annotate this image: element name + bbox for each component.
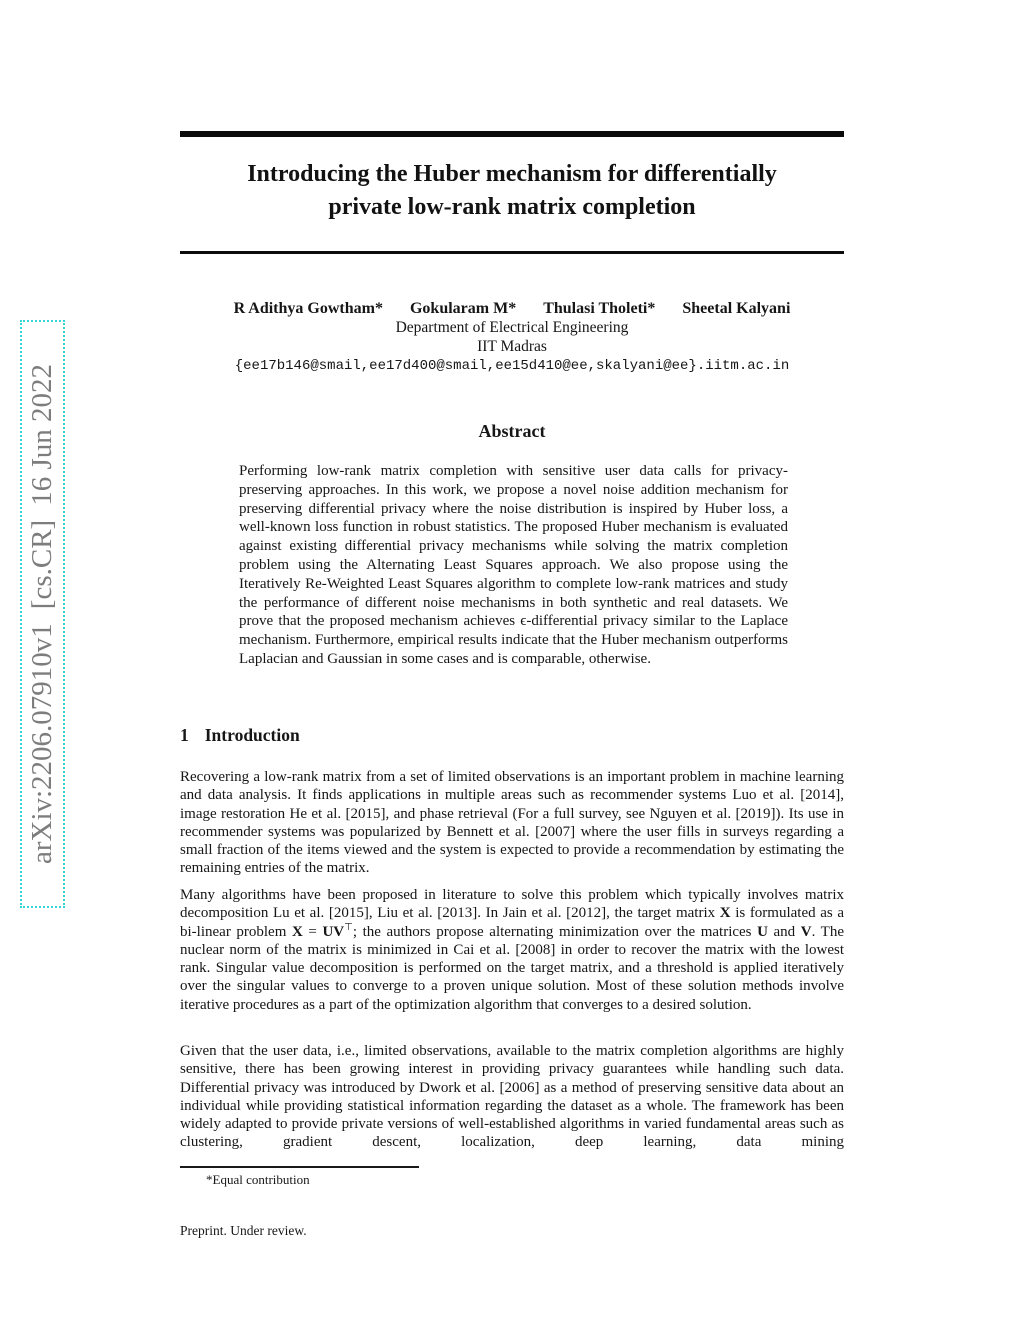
author-name: Thulasi Tholeti* <box>543 300 656 317</box>
paper-title-line1: Introducing the Huber mechanism for differentially <box>247 161 777 187</box>
preprint-status: Preprint. Under review. <box>180 1223 307 1238</box>
page-content <box>180 0 844 1325</box>
math-bold-UV: UV <box>322 923 345 940</box>
footnote-equal-contribution: *Equal contribution <box>206 1172 310 1187</box>
title-rule-bottom <box>180 251 844 254</box>
arxiv-category: [cs.CR] <box>26 519 58 610</box>
math-bold-X: X <box>719 905 731 922</box>
math-bold-X: X <box>291 923 303 940</box>
intro-paragraph-1: Recovering a low-rank matrix from a set of limited observations is an important problem in machine learning and data analysis. It finds applications in multiple areas such as recommender systems Luo et al. [2014], image restoration He et al. [2015], and phase retrieval (For a full survey, see Nguyen et al. [2019]). Its use in recommender systems was popularized by Bennett et al. [2007] where the user fills in surveys regarding a small fraction of the items viewed and the system is expected to provide a recommendation by estimating the remaining entries of the matrix. <box>180 769 844 877</box>
author-name: Sheetal Kalyani <box>682 300 791 317</box>
author-name: R Adithya Gowtham* <box>233 300 383 317</box>
section-number: 1 <box>180 725 189 745</box>
authors-department: Department of Electrical Engineering <box>395 319 629 336</box>
author-name: Gokularam M* <box>409 300 517 317</box>
paper-title <box>180 158 844 224</box>
footnote-rule <box>180 1166 419 1168</box>
title-rule-top <box>180 131 844 137</box>
abstract-body: Performing low-rank matrix completion with sensitive user data calls for privacy-preserving approaches. In this work, we propose a novel noise addition mechanism for preserving differential privacy where the noise distribution is inspired by Huber loss, a well-known loss function in robust statistics. The proposed Huber mechanism is evaluated against existing differential privacy mechanisms while solving the matrix completion problem using the Alternating Least Squares approach. We also propose using the Iteratively Re-Weighted Least Squares algorithm to complete low-rank matrices and study the performance of different noise mechanisms in both synthetic and real datasets. We prove that the proposed mechanism achieves ϵ-differential privacy similar to the Laplace mechanism. Furthermore, empirical results indicate that the Huber mechanism outperforms Laplacian and Gaussian in some cases and is comparable, otherwise. <box>239 463 788 667</box>
math-bold-V: V <box>800 923 812 940</box>
paragraph-text: is formulated as a bi-linear problem <box>180 905 845 940</box>
paper-title-line2: private low-rank matrix completion <box>328 194 696 220</box>
abstract-heading: Abstract <box>478 421 546 441</box>
author-names-row <box>180 299 844 318</box>
arxiv-date: 16 Jun 2022 <box>26 363 58 506</box>
paragraph-text: ; the authors propose alternating minimization over the matrices <box>352 923 758 940</box>
paragraph-text: Many algorithms have been proposed in literature to solve this problem which typically involves matrix decomposition Lu et al. [2015], Liu et al. [2013]. In Jain et al. [2012], the target matrix <box>180 887 844 922</box>
math-bold-U: U <box>757 923 768 940</box>
arxiv-id: arXiv:2206.07910v1 <box>26 623 58 865</box>
paragraph-text: . The nuclear norm of the matrix is minimized in Cai et al. [2008] in order to recover the matrix with the lowest rank. Singular value decomposition is performed on the target matrix, and a threshold is applied iteratively over the singular values to converge to a proven unique solution. Most of these solution methods involve iterative procedures as a part of the optimization algorithm that converges to a desired solution. <box>180 923 844 1013</box>
math-transpose-symbol: ⊤ <box>344 921 353 933</box>
authors-emails: {ee17b146@smail,ee17d400@smail,ee15d410@ee,skalyani@ee}.iitm.ac.in <box>234 358 790 374</box>
intro-paragraph-2 <box>180 886 844 1014</box>
section-heading-introduction <box>180 725 300 746</box>
paragraph-text: and <box>767 923 801 940</box>
intro-paragraph-3: Given that the user data, i.e., limited observations, available to the matrix completion algorithms are highly sensitive, there has been growing interest in providing privacy guarantees while handling such data. Differential privacy was introduced by Dwork et al. [2006] as a method of preserving sensitive data about an individual while providing statistical information regarding the dataset as a whole. The framework has been widely adapted to provide private versions of well-established algorithms in varied fundamental areas such as clustering, gradient descent, localization, deep learning, data mining <box>180 1043 844 1151</box>
authors-block <box>180 299 844 376</box>
section-title: Introduction <box>204 725 300 745</box>
paragraph-text: = <box>302 923 323 940</box>
arxiv-watermark <box>20 320 65 908</box>
authors-institution: IIT Madras <box>477 338 547 355</box>
